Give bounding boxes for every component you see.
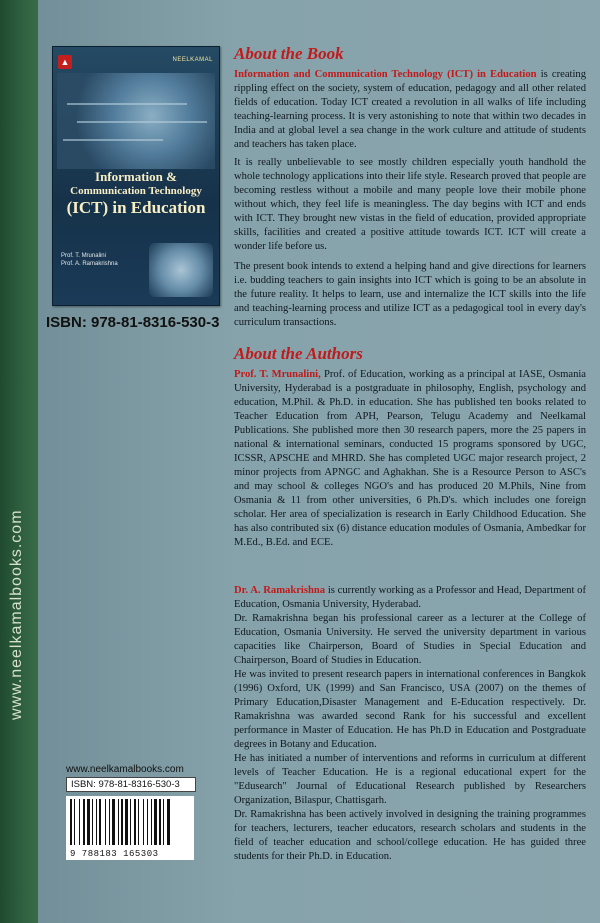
thumbnail-title-line2: Communication Technology <box>70 184 202 197</box>
globe-image <box>149 243 213 297</box>
spine <box>0 0 38 923</box>
about-book-para3: The present book intends to extend a helping hand and give directions for learners i.e. budding teachers to gain insights into ICT which is going to be an absolute in the future reality. It helps to learn, use and internalize the ICT skills into the life and teaching-learning process and utilize ICT as a pedagogical tool in every day's curriculum transactions. <box>234 261 586 328</box>
author1-bio-text: Prof. of Education, working as a principal at IASE, Osmania University, Hyderabad is a postgraduate in philosophy, English, psychology and education, M.Phil. & Ph.D. in education. She has published ten books related to Teacher Education from APH, Pearson, Telugu Academy and Neelkamal Publications. She published more then 30 research papers, more the 25 papers in national & international seminars, conducted 15 programs sponsored by UGC, ICSSR, APSCHE and MHRD. She has completed UGC major research project, 2 minor projects from APNGC and Aghakhan. She is a Resource Person to ASC's and may school & colleges NGO's and has produced 20 M.Phils, Nine from Osmania & 11 from other universities, 6 Ph.D's. which includes one foreign scholar. Her area of specialization is research in Early Childhood Education. She has also contributed six (6) distance education modules of Osmania, Ambedkar for M.Ed., B.Ed. and ECE. <box>234 369 587 548</box>
about-book-para2: It is really unbelievable to see mostly children especially youth handhold the whole technology applications into their life style. Research proved that people are becoming restless without a mobile and many people love their mobile phone without which, they feel life is meaningless. The day begins with ICT and ends with ICT. They brought new vistas in the field of education, provided appropriate skills, facilities and created a positive attitude towards ICT. ICT will create a wonder life before us. <box>234 157 586 252</box>
author2-para2: Dr. Ramakrishna began his professional career as a lecturer at the College of Education, Osmania University. He served the university department in various capacities like Chairperson, Board of Studies in Special Education and Chairperson, Board of Studies in Education. <box>234 613 586 666</box>
thumbnail-authors <box>61 252 118 268</box>
spine-url: www.neelkamalbooks.com <box>8 509 25 720</box>
author2-para5: Dr. Ramakrishna has been actively involved in designing the training programmes for teachers, lecturers, teacher educators, research scholars and students in the field of teacher education and school/college education. He has guided three students for their Ph.D. in Education. <box>234 809 586 862</box>
thumbnail-author2: Prof. A. Ramakrishna <box>61 261 118 267</box>
about-book-highlight: Information and Communication Technology (ICT) in Education <box>234 69 537 80</box>
publisher-logo-icon: ▲ <box>58 55 72 69</box>
thumbnail-publisher: NEELKAMAL <box>172 57 213 63</box>
thumbnail-title-line3: (ICT) in Education <box>66 197 206 217</box>
cover-thumbnail <box>52 46 220 306</box>
author2-intro-text: is currently working as a Professor and Head, Department of Education, Osmania University, Hyderabad. <box>234 585 586 610</box>
about-book-para1-text: is creating rippling effect on the society, system of education, pedagogy and all other related fields of education. Today ICT created a revolution in all walks of life including teaching-learning process. It is very astonishing to note that within two decades in India and at global level a sea change in the work culture and attitude of students and teachers has taken place. <box>234 69 587 150</box>
thumbnail-title-line1: Information & <box>95 169 177 184</box>
barcode-site-url: www.neelkamalbooks.com <box>66 764 184 775</box>
barcode-block <box>66 764 196 870</box>
author2-para4: He has initiated a number of interventions and reforms in curriculum at different levels of Teacher Education. He is a regional educational expert for the "Edusearch" Journal of Educational Research published by Researchers Organization, Bilaspur, Chattisgarh. <box>234 753 586 806</box>
about-authors-heading: About the Authors <box>234 344 363 363</box>
about-book-para1 <box>234 68 586 152</box>
thumbnail-author1: Prof. T. Mrunalini <box>61 253 106 259</box>
author2-name: Dr. A. Ramakrishna <box>234 585 326 596</box>
about-book-heading: About the Book <box>234 44 344 63</box>
author2-intro <box>234 584 586 612</box>
barcode-isbn: ISBN: 978-81-8316-530-3 <box>66 777 196 792</box>
isbn-main: ISBN: 978-81-8316-530-3 <box>46 314 220 331</box>
author1-bio <box>234 368 586 550</box>
author2-para3: He was invited to present research papers in international conferences in Bangkok (1996) Oxford, UK (1999) and San Francisco, USA (2007) on the themes of Primary Education,Disaster Management and E-Education respectively. Dr. Ramakrishna was awarded second Rank for his successful and excellent performance in Master of Education. He has Ph.D in Education and Postgraduate degrees in Botany and Education. <box>234 669 586 750</box>
barcode-number: 9 788183 165303 <box>70 849 159 859</box>
author1-name: Prof. T. Mrunalini, <box>234 369 321 380</box>
thumbnail-artwork <box>57 73 215 169</box>
thumbnail-title <box>57 169 215 218</box>
barcode-icon <box>66 796 194 860</box>
